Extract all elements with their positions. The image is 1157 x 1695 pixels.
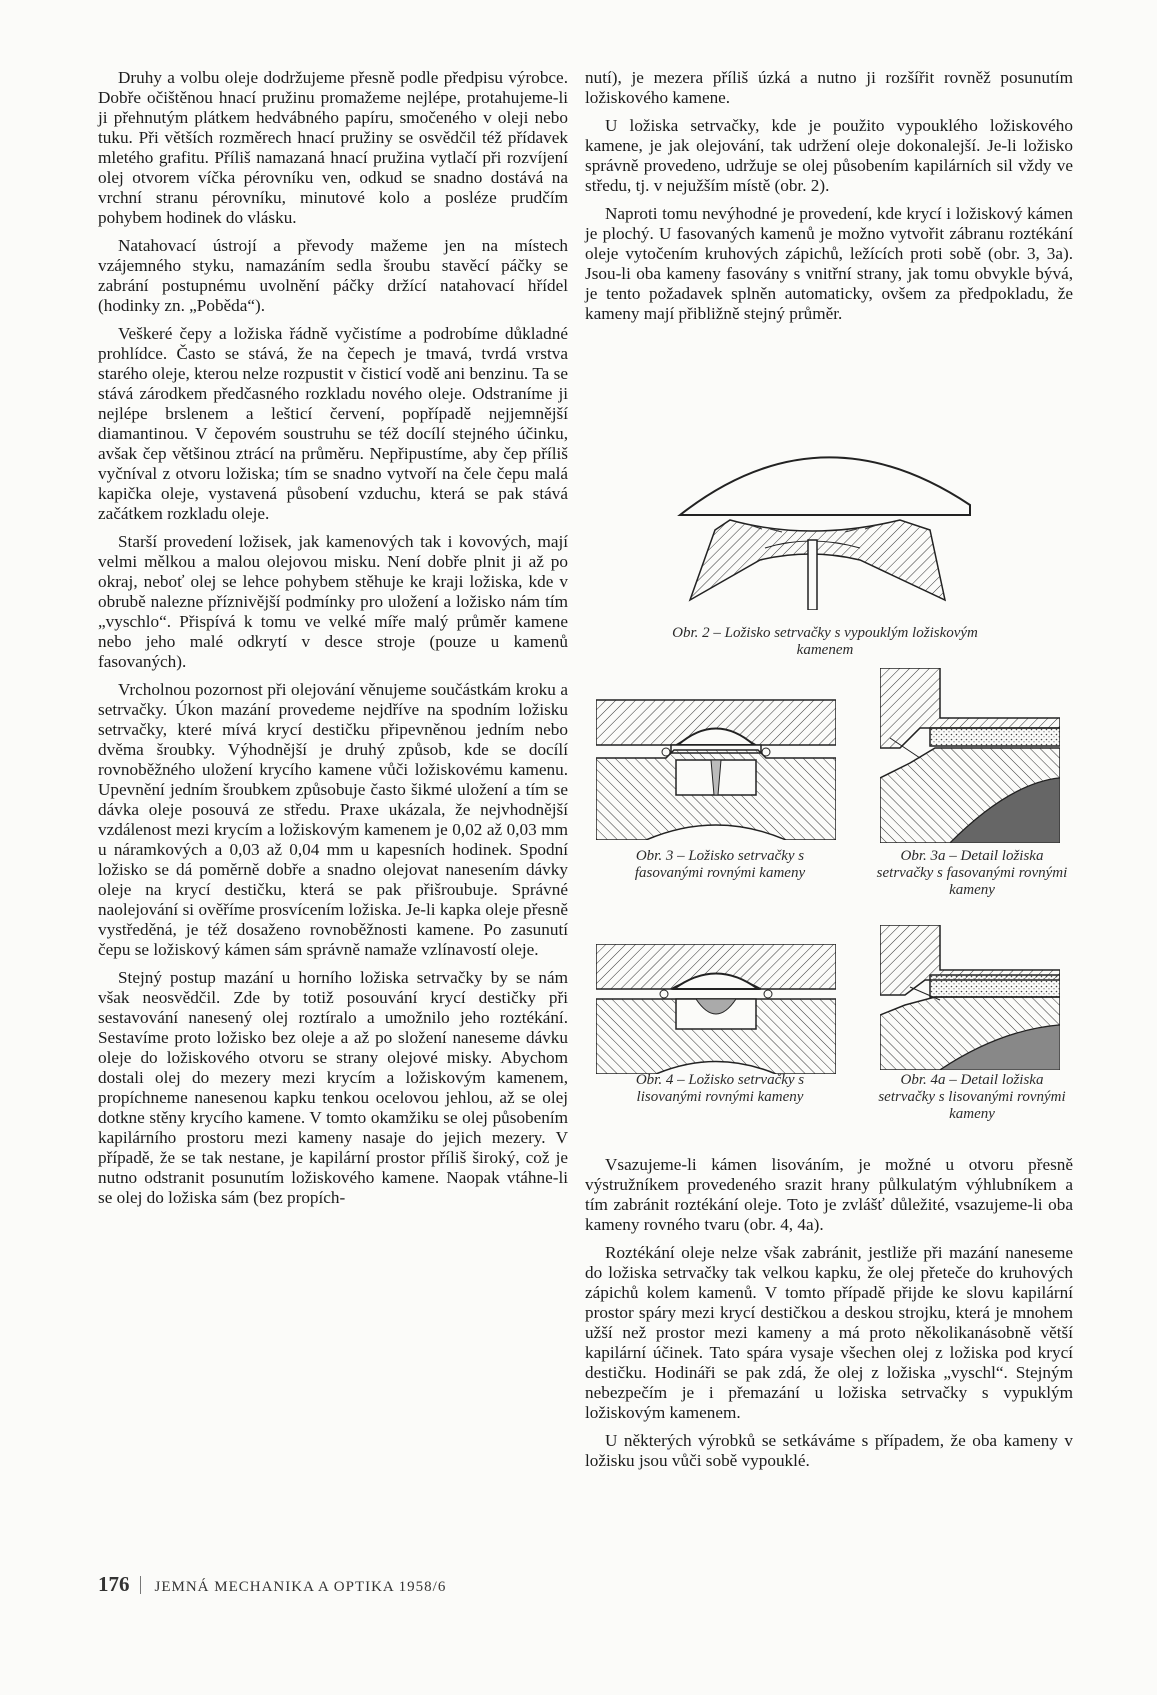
footer-divider xyxy=(140,1576,141,1594)
paragraph: Natahovací ústrojí a převody mažeme jen na místech vzájemného styku, namazáním sedla šroubu stavěcí páčky se zabrání postupnému uvolnění páčky držící natahovací hřídel (hodinky zn. „Poběda“). xyxy=(98,236,568,315)
figure-4a-caption: Obr. 4a – Detail ložiska setrvačky s lisovanými rovnými kameny xyxy=(878,1072,1066,1122)
figure-3a-caption: Obr. 3a – Detail ložiska setrvačky s fasovanými rovnými kameny xyxy=(876,848,1068,898)
paragraph: Starší provedení ložisek, jak kamenových tak i kovových, mají velmi mělkou a malou olejovou misku. Není dobře plnit ji až po okraj, neboť olej se lehce pohybem stěhuje ke kraji ložiska, kde v obrubě nalezne příznivější podmínky pro uložení a ložisko nám tím „vyschlo“. Přispívá k tomu ve velké míře malý průměr kamene nebo jeho malé odkrytí v desce stroje (pouze u kamenů fasovaných). xyxy=(98,532,568,671)
paragraph: Naproti tomu nevýhodné je provedení, kde krycí i ložiskový kámen je plochý. U fasovaných kamenů je možno vytvořit zábranu roztékání oleje vytočením kruhových zápichů, ležících proti sobě (obr. 3, 3a). Jsou-li oba kameny fasovány s vnitřní strany, jak tomu obvykle bývá, je tento požadavek splněn automaticky, ovšem za předpokladu, že kameny mají přibližně stejný průměr. xyxy=(585,204,1073,323)
figure-4-caption: Obr. 4 – Ložisko setrvačky s lisovanými rovnými kameny xyxy=(635,1072,805,1105)
figure-3a-drawing xyxy=(880,668,1060,843)
journal-title: JEMNÁ MECHANIKA A OPTIKA 1958/6 xyxy=(154,1579,447,1595)
paragraph: U ložiska setrvačky, kde je použito vypouklého ložiskového kamene, je jak olejování, tak udržení oleje dokonalejší. Je-li ložisko správně provedeno, udržuje se olej působením kapilárních sil vždy ve středu, tj. v nejužším místě (obr. 2). xyxy=(585,116,1073,195)
left-column xyxy=(98,68,568,1216)
paragraph: nutí), je mezera příliš úzká a nutno ji rozšířit rovněž posunutím ložiskového kamene. xyxy=(585,68,1073,107)
figure-2-drawing xyxy=(670,430,980,610)
right-column-top xyxy=(585,68,1073,332)
paragraph: Vsazujeme-li kámen lisováním, je možné u otvoru přesně výstružníkem provedeného srazit hrany půlkulatým výhlubníkem a tím zabránit roztékání oleje. Toto je zvlášť důležité, vsazujeme-li oba kameny rovného tvaru (obr. 4, 4a). xyxy=(585,1155,1073,1234)
paragraph: Druhy a volbu oleje dodržujeme přesně podle předpisu výrobce. Dobře očištěnou hnací pružinu promažeme nejlépe, protahujeme-li ji přehnutým plátkem hedvábného papíru, smočeného v oleji nebo tuku. Při větších rozměrech hnací pružiny se osvědčil též přídavek mletého grafitu. Příliš namazaná hnací pružina vytlačí při rozvíjení olej otvorem víčka pérovníku ven, odkud se snadno dostává na vrchní stranu pérovníku, minutové kolo a posléze prudčím pohybem hodinek do vlásku. xyxy=(98,68,568,227)
paragraph: Veškeré čepy a ložiska řádně vyčistíme a podrobíme důkladné prohlídce. Často se stává, že na čepech je tmavá, tvrdá vrstva starého oleje, kterou nelze rozpustit v čisticí vodě ani benzinu. Ta se stává zárodkem předčasného rozkladu nového oleje. Odstraníme ji nejlépe brslenem a lešticí červení, popřípadě nejjemnější diamantinou. V čepovém soustruhu se též docílí stejného účinku, avšak čep většinou ztrácí na průměru. Nepřipustíme, aby čep příliš vyčníval z otvoru ložiska; tím se snadno vytvoří na čele čepu malá kapička oleje, vystavená působení vzduchu, která se pak stává začátkem rozkladu oleje. xyxy=(98,324,568,523)
figure-2-caption: Obr. 2 – Ložisko setrvačky s vypouklým ložiskovým kamenem xyxy=(672,625,978,658)
paragraph: U některých výrobků se setkáváme s případem, že oba kameny v ložisku jsou vůči sobě vypouklé. xyxy=(585,1431,1073,1470)
figure-4-drawing xyxy=(596,944,836,1074)
figure-3-drawing xyxy=(596,690,836,840)
paragraph: Roztékání oleje nelze však zabránit, jestliže při mazání naneseme do ložiska setrvačky tak velkou kapku, že olej přeteče do kruhových zápichů kolem kamenů. V tomto případě přijde ke slovu kapilární prostor spáry mezi krycí destičkou a deskou strojku, která je mnohem užší než prostor mezi kameny a má proto několikanásobně větší kapilární účinek. Tato spára vysaje všechen olej z ložiska pod krycí destičku. Hodináři se pak zdá, že olej z ložiska „vyschl“. Stejným nebezpečím je i přemazání u ložiska setrvačky s vypuklým ložiskovým kamenem. xyxy=(585,1243,1073,1422)
figure-3-caption: Obr. 3 – Ložisko setrvačky s fasovanými rovnými kameny xyxy=(634,848,806,881)
paragraph: Stejný postup mazání u horního ložiska setrvačky by se nám však neosvědčil. Zde by totiž posouvání krycí destičky při sestavování nanesený olej roztíralo a umožnilo jeho roztékání. Sestavíme proto ložisko bez oleje a až po složení naneseme dávku oleje do ložiskového otvoru se strany olejové misky. Abychom dostali olej do mezery mezi krycím a ložiskovým kamenem, propíchneme nanesenou kapku tenkou ocelovou jehlou, až se olej dotkne stěny krycího kamene. V tomto okamžiku se olej působením kapilárního prostoru mezi kameny nasaje do jejich mezery. V případě, že se tak nestane, je kapilární prostor příliš široký, což je nutno odstranit posunutím ložiskového kamene. Naopak vtáhne-li se olej do ložiska sám (bez propích- xyxy=(98,968,568,1207)
paragraph: Vrcholnou pozornost při olejování věnujeme součástkám kroku a setrvačky. Úkon mazání provedeme nejdříve na spodním ložisku setrvačky, které mívá krycí destičku připevněnou jedním nebo dvěma šroubky. Výhodnější je druhý způsob, kde se docílí rovnoběžného uložení krycího kamene vůči ložiskovému kamenu. Upevnění jedním šroubkem způsobuje často šikmé uložení a tím se dávka oleje posouvá ze středu. Praxe ukázala, že nejvhodnější vzdálenost mezi krycím a ložiskovým kamenem je 0,02 až 0,03 mm u náramkových a 0,03 až 0,04 mm u kapesních hodinek. Spodní ložisko se dá poměrně dobře a snadno olejovat nanesením dávky oleje na krycí destičku, která se pak přišroubuje. Správné naolejování si ověříme prosvícením ložiska. Je-li kapka oleje přesně vystředěná, je též dosaženo rovnoběžnosti kamene. Po zasunutí čepu se ložiskový kámen sám správně namaže vzlínavostí oleje. xyxy=(98,680,568,959)
figure-4a-drawing xyxy=(880,925,1060,1070)
page-number: 176 xyxy=(98,1572,130,1596)
page-footer xyxy=(98,1572,446,1597)
right-column-bottom xyxy=(585,1155,1073,1479)
